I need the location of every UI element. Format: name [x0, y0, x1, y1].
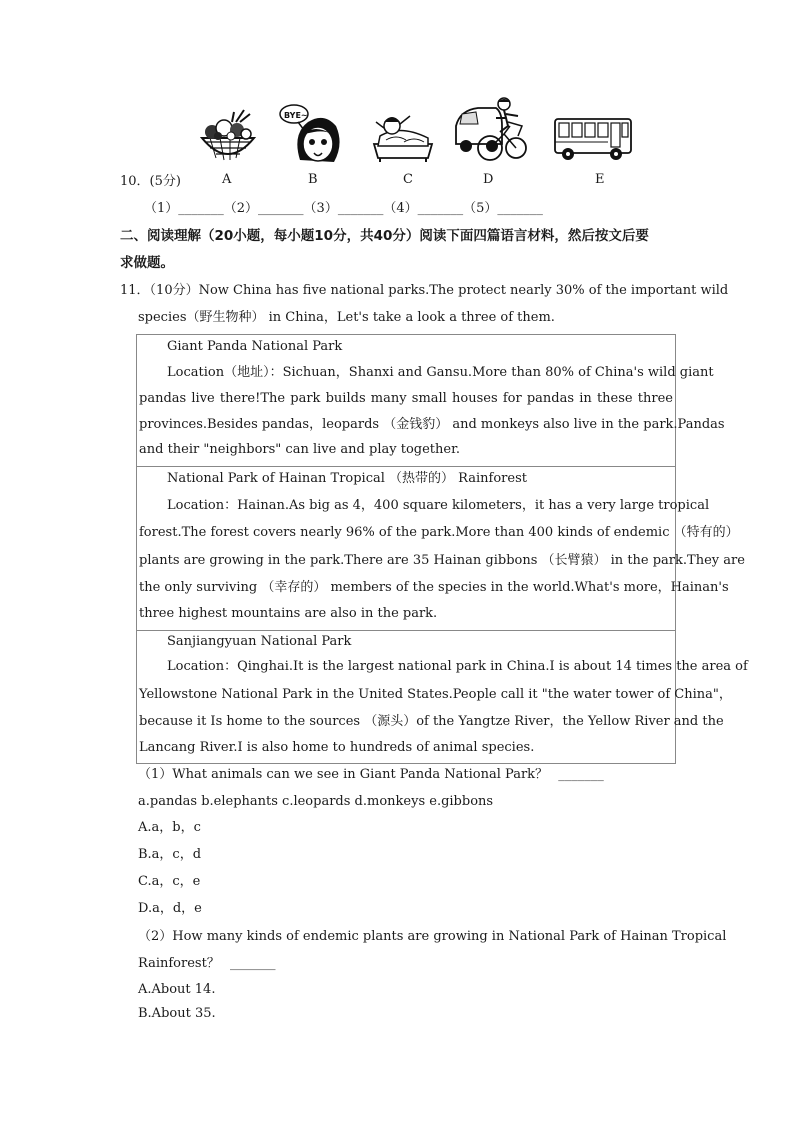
option-a: A.About 14. — [138, 982, 216, 997]
park-text-line: forest.The forest covers nearly 96% of the park.More than 400 kinds of endemic （特有的） — [139, 525, 739, 540]
park-text-line: pandas live there!The park builds many small houses for pandas in these three — [139, 391, 673, 406]
table-divider — [137, 466, 675, 467]
section-2-heading-line2: 求做题。 — [120, 255, 174, 271]
picture-label-a: A — [222, 172, 232, 187]
option-a: A.a，b，c — [138, 820, 201, 835]
park-title: National Park of Hainan Tropical （热带的） Rainforest — [167, 471, 527, 486]
park-text-line: Location：Qinghai.It is the largest national park in China.I is about 14 times the area of — [167, 659, 748, 674]
park-text-line: and their "neighbors" can live and play together. — [139, 442, 460, 457]
park-title: Giant Panda National Park — [167, 339, 343, 354]
option-b: B.a，c，d — [138, 847, 202, 862]
picture-label-d: D — [483, 172, 494, 187]
question-11-intro-line2: species（野生物种） in China，Let's take a look a three of them. — [138, 310, 555, 325]
answer-blank: _______ — [558, 767, 604, 782]
park-text-line: Yellowstone National Park in the United States.People call it "the water tower of China"， — [139, 687, 732, 702]
sub-question-2-text: Rainforest？ — [138, 956, 220, 971]
question-11-intro-line1: 11．（10分）Now China has five national parks.The protect nearly 30% of the important wild — [120, 283, 729, 298]
girl-saying-bye-icon — [278, 100, 344, 166]
picture-label-b: B — [308, 172, 318, 187]
sub-question-1-text: （1）What animals can we see in Giant Panda National Park？ — [138, 767, 549, 782]
person-sleeping-in-bed-icon — [370, 108, 436, 164]
picture-label-e: E — [595, 172, 605, 187]
option-c: C.a，c，e — [138, 874, 201, 889]
bike-accident-icon — [452, 96, 528, 164]
bye-speech-text: BYE~ — [284, 111, 308, 120]
park-text-line: the only surviving （幸存的） members of the species in the world.What's more，Hainan's — [139, 580, 729, 595]
park-text-line: plants are growing in the park.There are 35 Hainan gibbons （长臂猿） in the park.They are — [139, 553, 745, 568]
fruit-basket-icon — [196, 108, 260, 164]
bus-icon — [552, 116, 634, 162]
sub-question-2-line2 — [138, 956, 275, 972]
question-10-blanks: （1）_______（2）_______（3）_______（4）_______（5）_______ — [144, 201, 543, 216]
park-title: Sanjiangyuan National Park — [167, 634, 352, 649]
park-text-line: provinces.Besides pandas，leopards （金钱豹） and monkeys also live in the park.Pandas — [139, 417, 725, 432]
sub-question-1 — [138, 767, 604, 783]
picture-label-c: C — [403, 172, 413, 187]
option-b: B.About 35. — [138, 1006, 216, 1021]
park-text-line: because it Is home to the sources （源头）of the Yangtze River，the Yellow River and the — [139, 714, 724, 729]
sub-question-1-items: a.pandas b.elephants c.leopards d.monkeys e.gibbons — [138, 794, 494, 809]
sub-question-2-line1: （2）How many kinds of endemic plants are growing in National Park of Hainan Tropical — [138, 929, 727, 944]
question-10-number: 10．(5分) — [120, 174, 181, 189]
section-2-heading-line1: 二、阅读理解（20小题，每小题10分，共40分）阅读下面四篇语言材料，然后按文后要 — [120, 228, 649, 244]
answer-blank: _______ — [229, 956, 276, 971]
park-text-line: Location（地址）：Sichuan，Shanxi and Gansu.More than 80% of China's wild giant — [167, 365, 714, 380]
park-text-line: Lancang River.I is also home to hundreds of animal species. — [139, 740, 535, 755]
option-d: D.a，d，e — [138, 901, 202, 916]
park-text-line: three highest mountains are also in the park. — [139, 606, 438, 621]
parks-table — [136, 334, 748, 764]
table-divider — [137, 630, 675, 631]
park-text-line: Location：Hainan.As big as 4，400 square kilometers，it has a very large tropical — [167, 498, 710, 513]
